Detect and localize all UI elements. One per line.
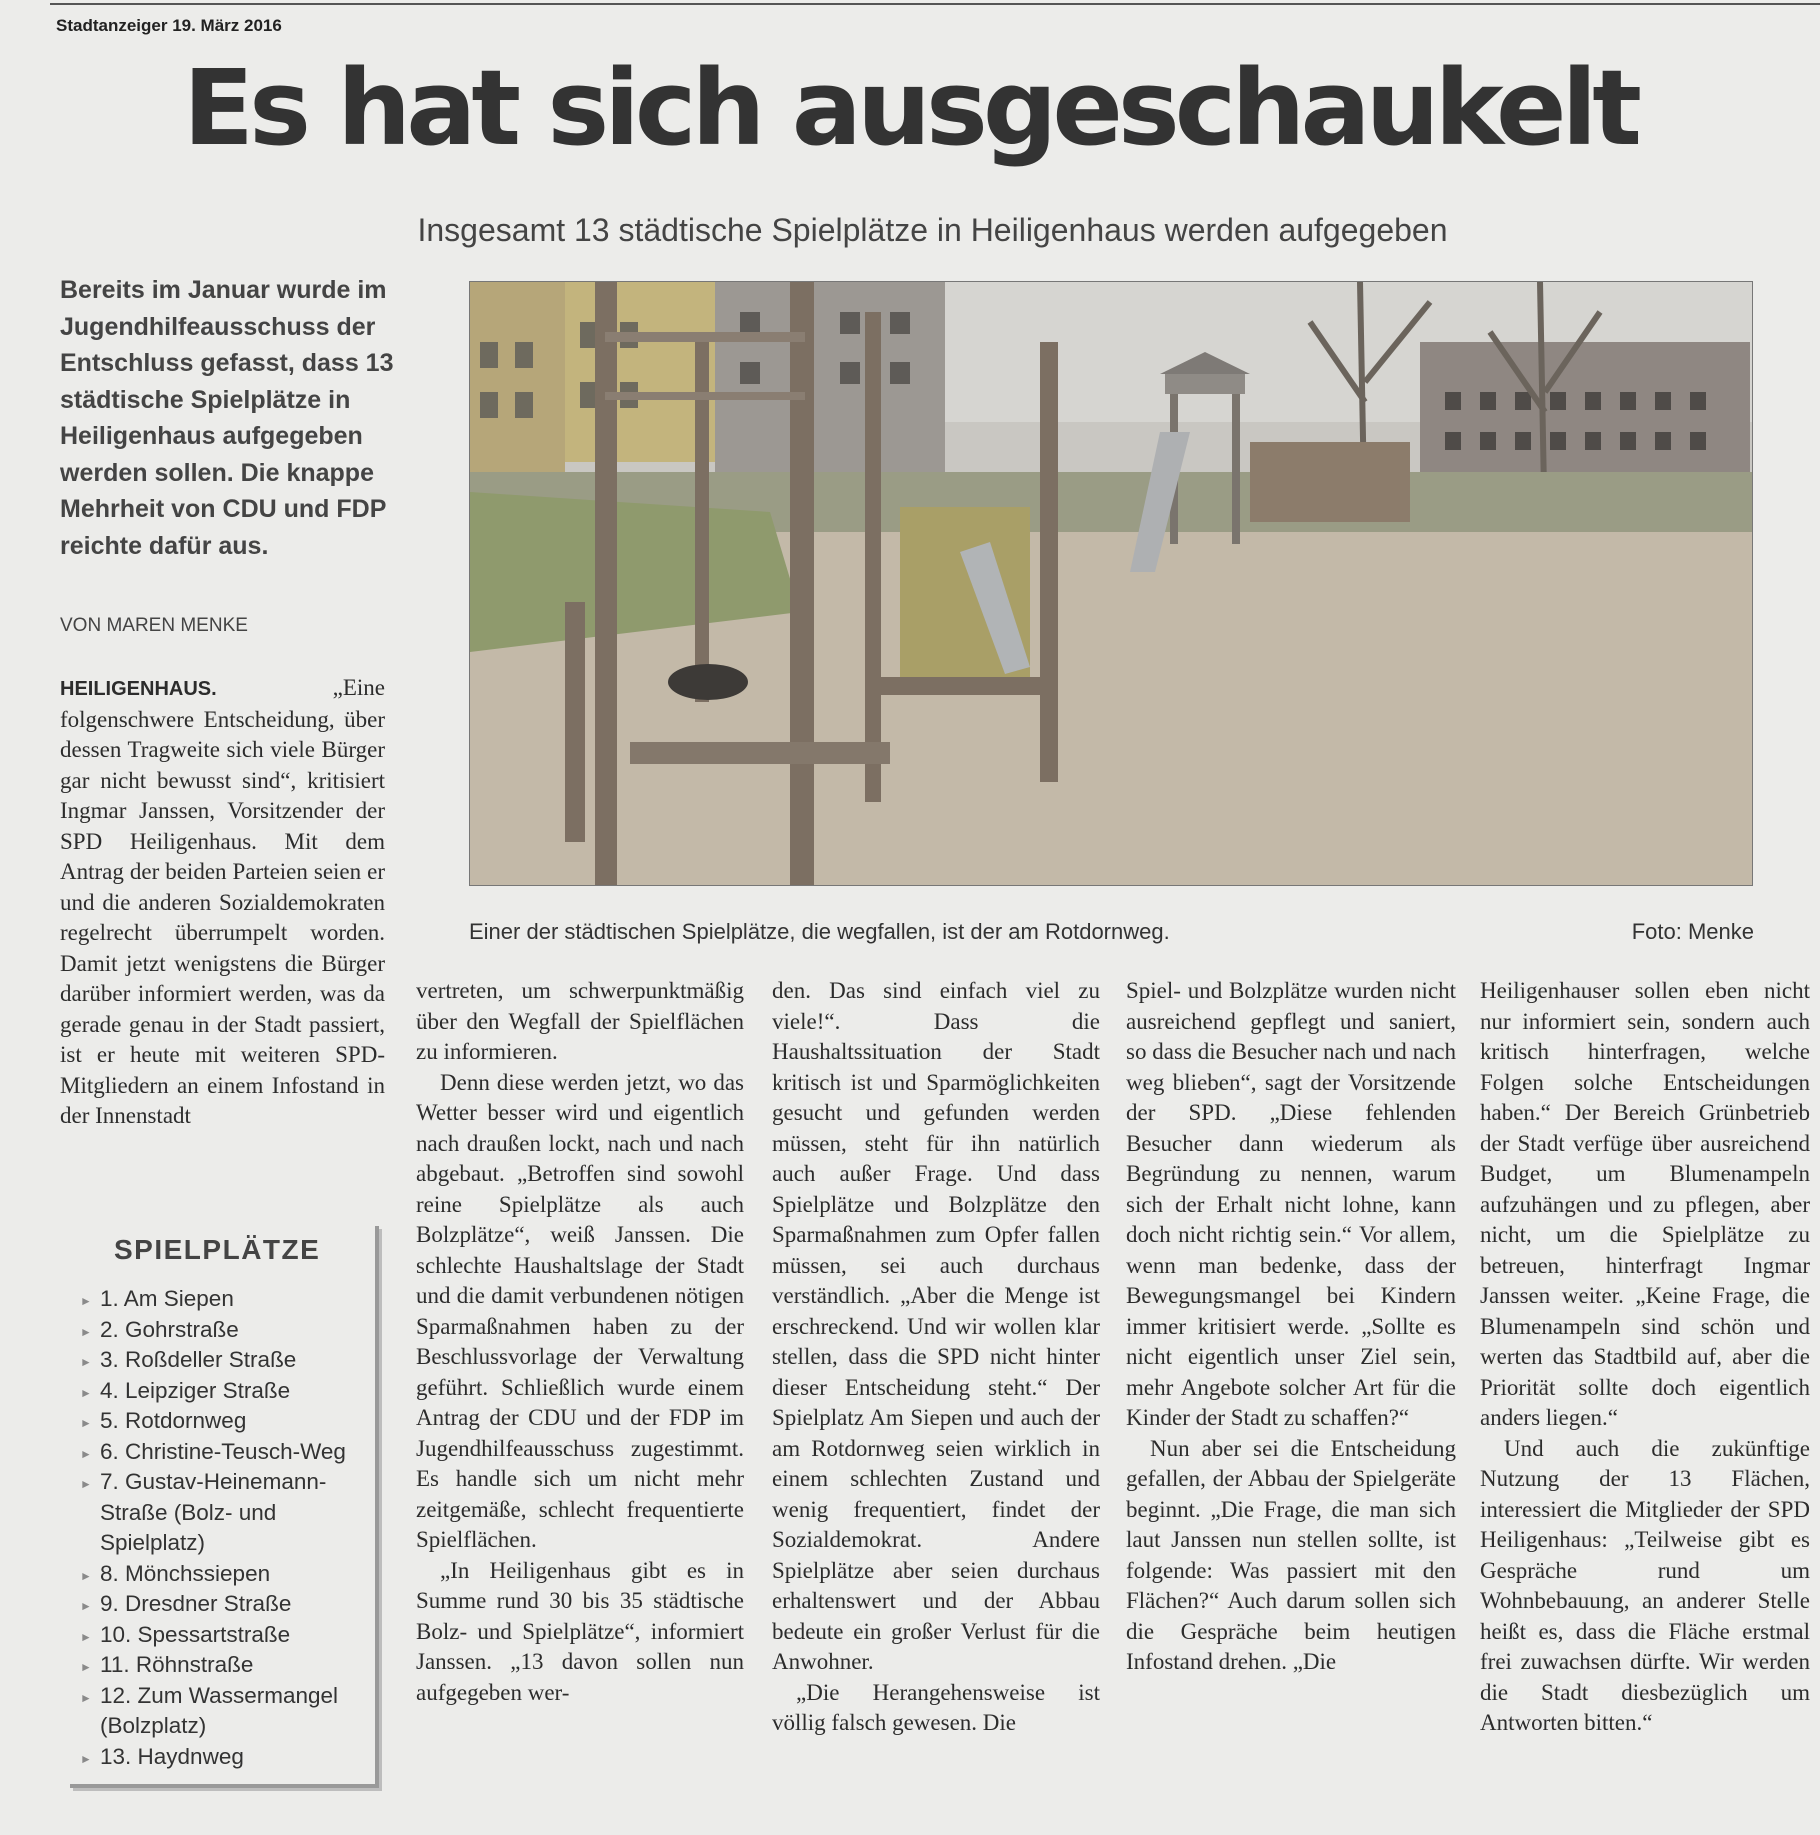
playground-list [80, 1284, 370, 1772]
article-paragraph: vertreten, um schwerpunktmäßig über den Wegfall der Spielflächen zu informieren. [416, 978, 744, 1064]
list-item-text: 13. Haydnweg [100, 1743, 244, 1769]
article-paragraph: Und auch die zukünftige Nutzung der 13 Flächen, interessiert die Mitglieder der SPD Heiligenhaus: „Teilweise gibt es Gespräche rund um Wohnbebauung, an anderer Stelle heißt es, dass die Fläche erstmal frei zuwachsen dürfte. Wir werden die Stadt diesbezüglich um Antworten bitten.“ [1480, 1435, 1810, 1735]
byline: VON MAREN MENKE [60, 615, 248, 636]
list-item-text: 1. Am Siepen [100, 1286, 234, 1311]
playgrounds-infobox [70, 1226, 379, 1788]
top-rule [50, 3, 1820, 5]
list-item [80, 1589, 370, 1620]
list-item [80, 1467, 370, 1559]
triangle-bullet-icon: ► [80, 1629, 92, 1644]
list-item-text: 6. Christine-Teusch-Weg [100, 1438, 346, 1464]
triangle-bullet-icon: ► [80, 1416, 92, 1430]
triangle-bullet-icon: ► [80, 1446, 92, 1461]
article-column-4 [1126, 976, 1456, 1678]
list-item-text: 4. Leipziger Straße [100, 1377, 291, 1403]
playground-photo [469, 281, 1753, 886]
list-item [80, 1437, 370, 1468]
article-column-1 [60, 673, 385, 1132]
list-item-text: 2. Gohrstraße [100, 1316, 239, 1342]
triangle-bullet-icon: ► [80, 1599, 92, 1613]
paragraph-text: „Eine folgenschwere Entscheidung, über dessen Tragweite sich viele Bürger gar nicht bewusst sind“, kritisiert Ingmar Janssen, Vorsitzender der SPD Heiligenhaus. Mit dem Antrag der beiden Parteien seien er und die anderen Sozialdemokraten regelrecht überrumpelt worden. Damit jetzt wenigstens die Bürger darüber informiert werden, was da gerade genau in der Stadt passiert, ist er heute mit weiteren SPD-Mitgliedern an einem Infostand in der Innenstadt [60, 675, 385, 1128]
subheadline: Insgesamt 13 städtische Spielplätze in Heiligenhaus werden aufgegeben [417, 212, 1448, 248]
list-item [80, 1620, 370, 1651]
list-item [80, 1315, 370, 1346]
triangle-bullet-icon: ► [80, 1294, 92, 1308]
article-paragraph: Heiligenhauser sollen eben nicht nur informiert sein, sondern auch kritisch hinterfragen, welche Folgen solche Entscheidungen haben.“ Der Bereich Grünbetrieb der Stadt verfüge über ausreichend Budget, um Blumenampeln aufzuhängen und zu pflegen, aber nicht, um die Spielplätze zu betreuen, hinterfragt Ingmar Janssen weiter. „Keine Frage, die Blumenampeln sind schön und werten das Stadtbild auf, aber die Priorität sollte doch eigentlich anders liegen.“ [1480, 978, 1810, 1430]
infobox-title: SPIELPLÄTZE [114, 1234, 321, 1265]
list-item-text: 7. Gustav-Heinemann-Straße (Bolz- und Spielplatz) [100, 1469, 327, 1555]
list-item [80, 1345, 370, 1376]
article-paragraph: „Die Herangehensweise ist völlig falsch gewesen. Die [772, 1679, 1100, 1735]
article-column-5 [1480, 976, 1810, 1739]
dateline: HEILIGENHAUS. [60, 678, 217, 700]
article-paragraph: „In Heiligenhaus gibt es in Summe rund 30 bis 35 städtische Bolz- und Spielplätze“, informiert Janssen. „13 davon sollen nun aufgegeben wer- [416, 1557, 744, 1705]
triangle-bullet-icon: ► [80, 1690, 92, 1705]
source-line: Stadtanzeiger 19. März 2016 [56, 16, 282, 35]
list-item [80, 1406, 370, 1437]
triangle-bullet-icon: ► [80, 1751, 92, 1766]
headline: Es hat sich ausgeschaukelt [183, 47, 1637, 169]
triangle-bullet-icon: ► [80, 1568, 92, 1583]
list-item-text: 5. Rotdornweg [100, 1408, 247, 1433]
triangle-bullet-icon: ► [80, 1385, 92, 1400]
article-paragraph: Spiel- und Bolzplätze wurden nicht ausreichend gepflegt und saniert, so dass die Besucher nach und nach weg blieben“, sagt der Vorsitzende der SPD. „Diese fehlenden Besucher dann wiederum als Begründung zu nennen, warum sich der Erhalt nicht lohne, kann doch nicht richtig sein.“ Vor allem, wenn man bedenke, dass der Bewegungsmangel bei Kindern immer kritisiert werde. „Sollte es nicht eigentlich unser Ziel sein, mehr Angebote solcher Art für die Kinder der Stadt zu schaffen?“ [1126, 978, 1456, 1430]
list-item-text: 8. Mönchssiepen [100, 1560, 271, 1586]
article-paragraph: den. Das sind einfach viel zu viele!“. Dass die Haushaltssituation der Stadt kritisch ist und Sparmöglichkeiten gesucht und gefunden werden müssen, steht für ihn natürlich auch außer Frage. Und dass Spielplätze und Bolzplätze den Sparmaßnahmen zum Opfer fallen müssen, sei auch durchaus verständlich. „Aber die Menge ist erschreckend. Und wir wollen klar stellen, dass die SPD nicht hinter dieser Entscheidung steht.“ Der Spielplatz Am Siepen und auch der am Rotdornweg seien wirklich in einem schlechten Zustand und wenig frequentiert, findet der Sozialdemokrat. Andere Spielplätze aber seien durchaus erhaltenswert und der Abbau bedeute ein großer Verlust für die Anwohner. [772, 978, 1100, 1674]
article-paragraph: Nun aber sei die Entscheidung gefallen, der Abbau der Spielgeräte beginnt. „Die Frage, die man sich laut Janssen nun stellen sollte, ist folgende: Was passiert mit den Flächen?“ Auch darum sollen sich die Gespräche beim heutigen Infostand drehen. „Die [1126, 1435, 1456, 1674]
triangle-bullet-icon: ► [80, 1355, 92, 1369]
photo-caption: Einer der städtischen Spielplätze, die wegfallen, ist der am Rotdornweg. [469, 919, 1170, 944]
list-item [80, 1284, 370, 1315]
article-paragraph: Denn diese werden jetzt, wo das Wetter besser wird und eigentlich nach draußen lockt, nach und nach abgebaut. „Betroffen sind sowohl reine Spielplätze als auch Bolzplätze“, weiß Janssen. Die schlechte Haushaltslage der Stadt und die damit verbundenen nötigen Sparmaßnahmen haben zu der Beschlussvorlage der Verwaltung geführt. Schließlich wurde einem Antrag der CDU und der FDP im Jugendhilfeausschuss zugestimmt. Es handle sich um nicht mehr zeitgemäße, schlecht frequentierte Spielflächen. [416, 1069, 744, 1552]
photo-credit: Foto: Menke [1631, 919, 1754, 944]
triangle-bullet-icon: ► [80, 1660, 92, 1674]
list-item [80, 1681, 370, 1742]
list-item-text: 10. Spessartstraße [100, 1621, 291, 1647]
lead-paragraph: Bereits im Januar wurde im Jugendhilfeausschuss der Entschluss gefasst, dass 13 städtische Spielplätze in Heiligenhaus aufgegeben werden sollen. Die knappe Mehrheit von CDU und FDP reichte dafür aus. [60, 276, 394, 560]
list-item-text: 9. Dresdner Straße [100, 1591, 292, 1616]
article-paragraph [60, 673, 385, 1132]
list-item [80, 1742, 370, 1773]
list-item-text: 3. Roßdeller Straße [100, 1347, 297, 1372]
triangle-bullet-icon: ► [80, 1324, 92, 1339]
list-item [80, 1559, 370, 1590]
article-column-2 [416, 976, 744, 1708]
list-item-text: 12. Zum Wassermangel (Bolzplatz) [100, 1682, 338, 1738]
triangle-bullet-icon: ► [80, 1477, 92, 1491]
article-column-3 [772, 976, 1100, 1739]
list-item [80, 1650, 370, 1681]
list-item [80, 1376, 370, 1407]
list-item-text: 11. Röhnstraße [100, 1652, 254, 1677]
